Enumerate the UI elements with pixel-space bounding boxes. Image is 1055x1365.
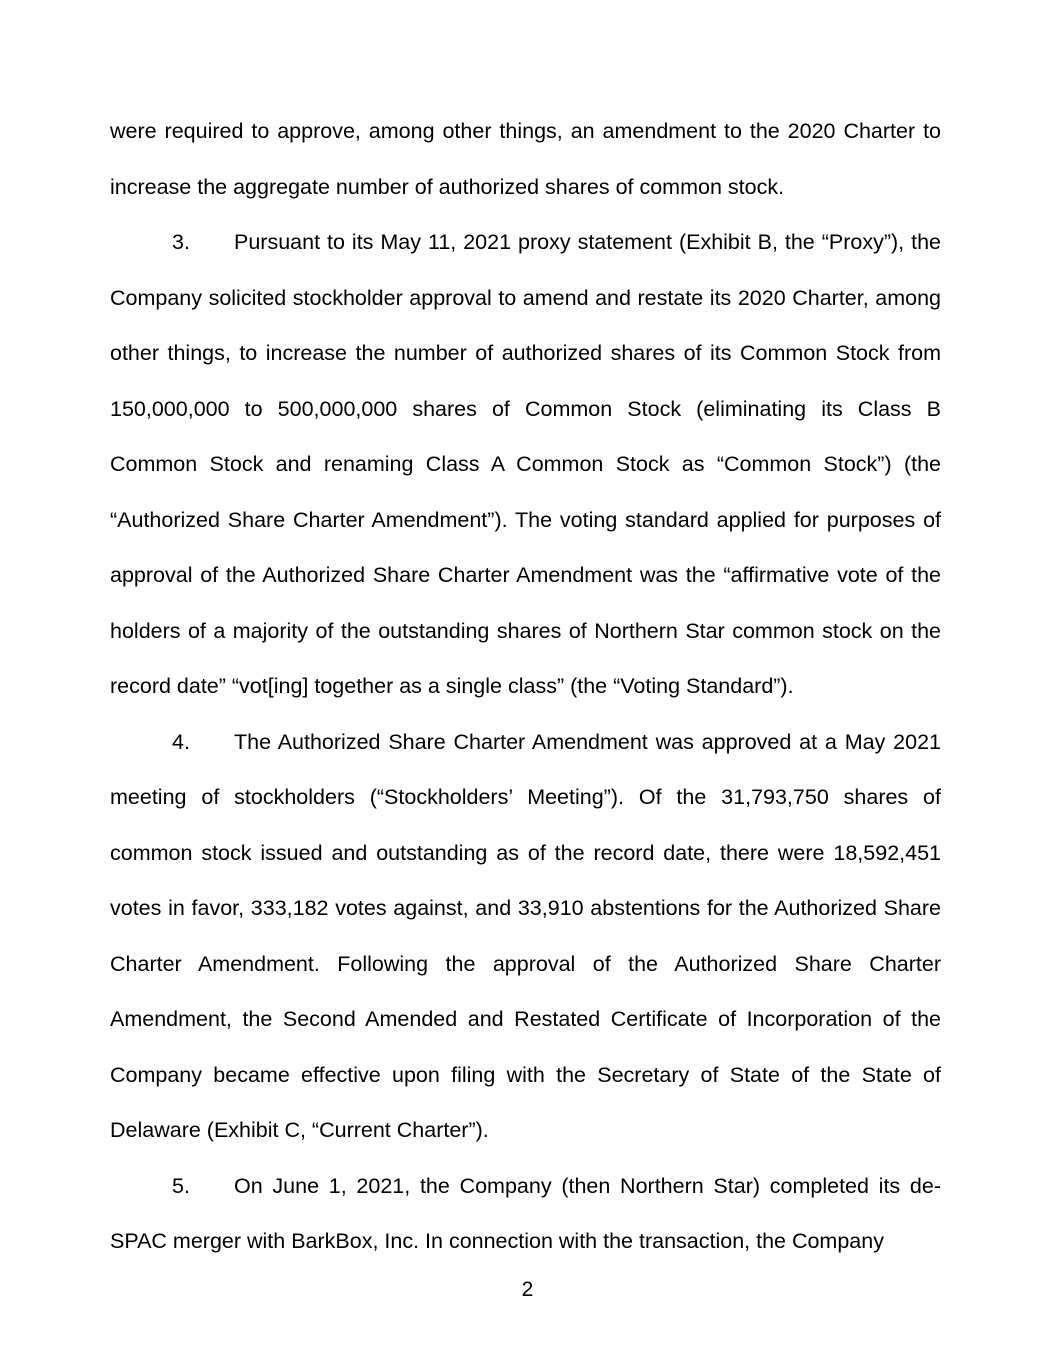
paragraph-text: On June 1, 2021, the Company (then Northern Star) completed its de-SPAC merger with BarkBox, Inc. In connection with the transaction, the Company xyxy=(110,1173,941,1253)
paragraph-text: The Authorized Share Charter Amendment was approved at a May 2021 meeting of stockholders (“Stockholders’ Meeting”). Of the 31,793,750 shares of common stock issued and outstanding as of the record date, there were 18,592,451 votes in favor, 333,182 votes against, and 33,910 abstentions for the Authorized Share Charter Amendment. Following the approval of the Authorized Share Charter Amendment, the Second Amended and Restated Certificate of Incorporation of the Company became effective upon filing with the Secretary of State of the State of Delaware (Exhibit C, “Current Charter”). xyxy=(110,729,941,1142)
paragraph-continued xyxy=(110,104,941,215)
paragraph-number: 4. xyxy=(172,729,190,754)
paragraph-text: were required to approve, among other things, an amendment to the 2020 Charter to increase the aggregate number of authorized shares of common stock. xyxy=(110,119,941,199)
paragraph-4 xyxy=(110,715,941,1159)
paragraph-number: 5. xyxy=(172,1173,190,1198)
paragraph-5 xyxy=(110,1159,941,1270)
paragraph-number: 3. xyxy=(172,230,190,254)
paragraph-text: Pursuant to its May 11, 2021 proxy statement (Exhibit B, the “Proxy”), the Company solicited stockholder approval to amend and restate its 2020 Charter, among other things, to increase the number of authorized shares of its Common Stock from 150,000,000 to 500,000,000 shares of Common Stock (eliminating its Class B Common Stock and renaming Class A Common Stock as “Common Stock”) (the “Authorized Share Charter Amendment”). The voting standard applied for purposes of approval of the Authorized Share Charter Amendment was the “affirmative vote of the holders of a majority of the outstanding shares of Northern Star common stock on the record date” “vot[ing] together as a single class” (the “Voting Standard”). xyxy=(110,230,941,698)
page-number: 2 xyxy=(521,1278,534,1301)
document-body xyxy=(110,104,941,1270)
paragraph-3 xyxy=(110,215,941,715)
